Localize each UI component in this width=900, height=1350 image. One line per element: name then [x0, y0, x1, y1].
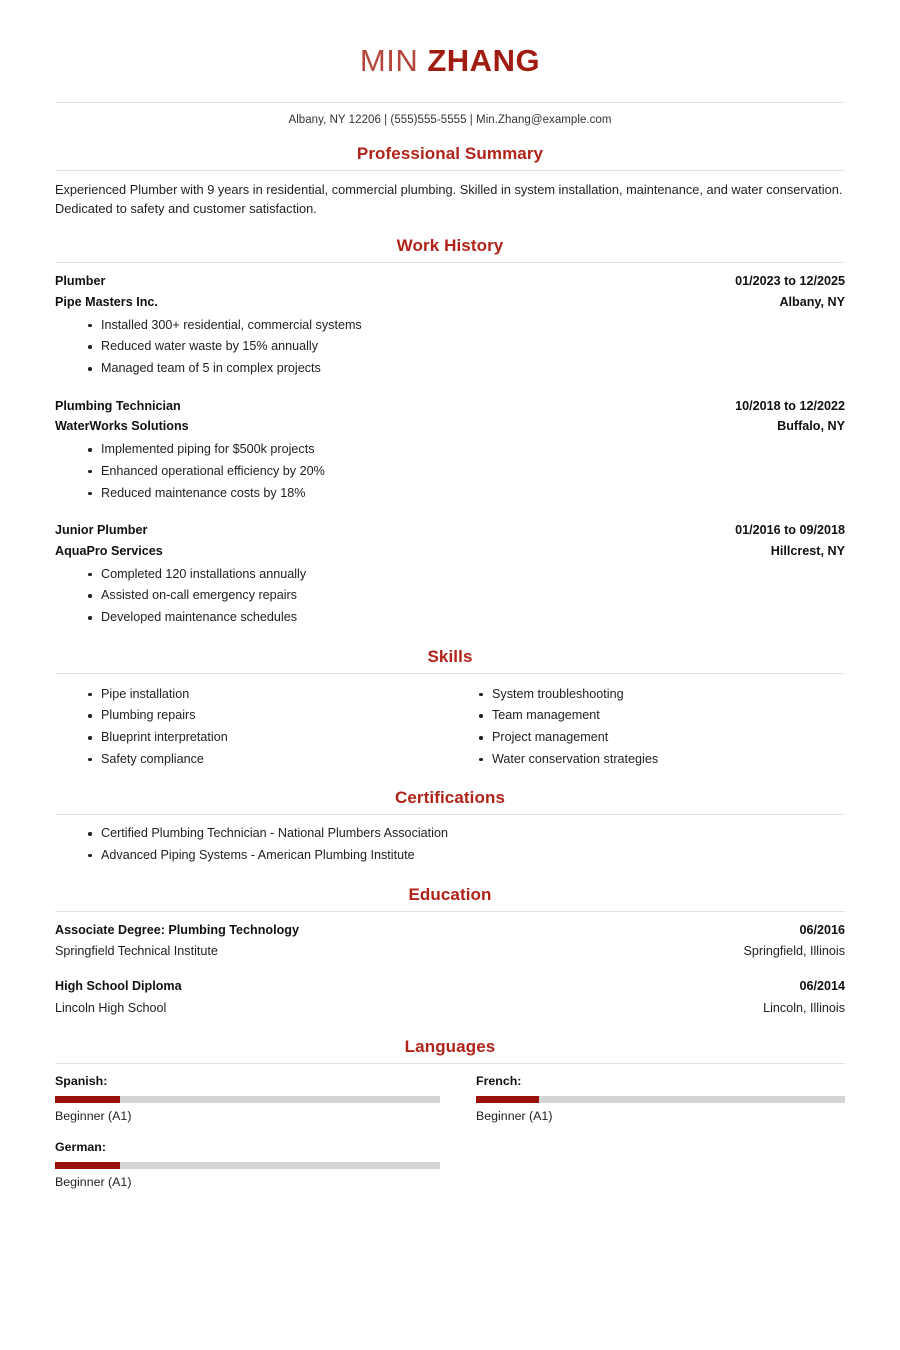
section-certifications: [55, 788, 845, 866]
skill-item: Plumbing repairs: [55, 705, 450, 727]
skills-column-right: [450, 682, 845, 771]
skills-divider: [55, 673, 845, 674]
job-bullet: Developed maintenance schedules: [55, 607, 845, 629]
contact-line: Albany, NY 12206 | (555)555-5555 | Min.Zhang@example.com: [288, 114, 612, 127]
education-degree-row: [55, 920, 845, 941]
job-bullet: Assisted on-call emergency repairs: [55, 585, 845, 607]
summary-text: Experienced Plumber with 9 years in residential, commercial plumbing. Skilled in system installation, maintenance, and water conservation. Dedicated to safety and customer satisfaction.: [55, 182, 843, 216]
language-name: Spanish:: [55, 1074, 108, 1089]
skill-item: Team management: [450, 705, 845, 727]
resume-content: [55, 0, 845, 1205]
job-bullet: Enhanced operational efficiency by 20%: [55, 461, 845, 483]
language-name: German:: [55, 1140, 106, 1155]
language-level: Beginner (A1): [55, 1108, 132, 1123]
language-item: [55, 1138, 450, 1191]
language-proficiency-bar: [55, 1162, 440, 1169]
certifications-list: [55, 823, 845, 866]
work-history-divider: [55, 262, 845, 263]
education-degree: Associate Degree: Plumbing Technology: [55, 922, 299, 937]
job-location: Albany, NY: [779, 294, 845, 309]
skills-column-left: [55, 682, 450, 771]
job-dates: 01/2023 to 12/2025: [735, 274, 845, 289]
section-title-certifications: Certifications: [394, 788, 506, 808]
work-entry-company-row: [55, 416, 845, 437]
language-proficiency-bar: [476, 1096, 845, 1103]
job-company: Pipe Masters Inc.: [55, 294, 158, 309]
education-degree-row: [55, 976, 845, 997]
work-entry-role-row: [55, 396, 845, 417]
section-title-summary: Professional Summary: [356, 144, 544, 164]
section-languages: [55, 1037, 845, 1204]
job-title: Junior Plumber: [55, 523, 148, 538]
work-entry: [55, 396, 845, 505]
job-bullet: Managed team of 5 in complex projects: [55, 358, 845, 380]
job-bullet: Implemented piping for $500k projects: [55, 439, 845, 461]
candidate-name: [55, 44, 845, 78]
languages-grid: [55, 1072, 845, 1204]
job-company: AquaPro Services: [55, 543, 163, 558]
job-bullet-list: [55, 564, 845, 629]
education-location: Lincoln, Illinois: [763, 1000, 845, 1015]
job-title: Plumbing Technician: [55, 398, 181, 413]
language-proficiency-bar: [55, 1096, 440, 1103]
job-bullet: Reduced water waste by 15% annually: [55, 336, 845, 358]
work-entry: [55, 271, 845, 380]
education-school: Springfield Technical Institute: [55, 944, 218, 959]
job-location: Hillcrest, NY: [770, 543, 845, 558]
skill-item: Project management: [450, 727, 845, 749]
section-skills: [55, 647, 845, 771]
education-divider: [55, 911, 845, 912]
first-name: MIN: [359, 43, 419, 78]
section-work-history: [55, 236, 845, 629]
education-school-row: [55, 998, 845, 1019]
summary-divider: [55, 170, 845, 171]
section-education: [55, 885, 845, 1020]
skill-item: Water conservation strategies: [450, 749, 845, 771]
education-date: 06/2016: [799, 922, 845, 937]
skill-item: Pipe installation: [55, 684, 450, 706]
job-dates: 01/2016 to 09/2018: [735, 523, 845, 538]
skill-item: Blueprint interpretation: [55, 727, 450, 749]
work-entry: [55, 520, 845, 629]
language-level: Beginner (A1): [476, 1108, 553, 1123]
job-bullet: Completed 120 installations annually: [55, 564, 845, 586]
job-company: WaterWorks Solutions: [55, 419, 189, 434]
certifications-divider: [55, 814, 845, 815]
section-title-languages: Languages: [404, 1037, 496, 1057]
job-dates: 10/2018 to 12/2022: [735, 398, 845, 413]
section-title-skills: Skills: [427, 646, 473, 666]
section-professional-summary: [55, 144, 845, 218]
job-bullet: Reduced maintenance costs by 18%: [55, 483, 845, 505]
work-entry-company-row: [55, 292, 845, 313]
section-title-education: Education: [408, 884, 492, 904]
skills-columns: [55, 682, 845, 771]
skills-list-right: [450, 684, 845, 771]
certification-item: Certified Plumbing Technician - National Plumbers Association: [55, 823, 845, 845]
language-level: Beginner (A1): [55, 1175, 132, 1190]
job-location: Buffalo, NY: [777, 419, 845, 434]
skills-list-left: [55, 684, 450, 771]
work-entry-role-row: [55, 271, 845, 292]
languages-divider: [55, 1063, 845, 1064]
section-title-work-history: Work History: [396, 236, 504, 256]
education-location: Springfield, Illinois: [743, 944, 845, 959]
language-proficiency-fill: [476, 1096, 539, 1103]
skill-item: Safety compliance: [55, 749, 450, 771]
last-name: ZHANG: [427, 43, 541, 78]
education-school-row: [55, 941, 845, 962]
job-bullet: Installed 300+ residential, commercial systems: [55, 315, 845, 337]
language-proficiency-fill: [55, 1162, 120, 1169]
education-entry: [55, 976, 845, 1019]
language-name: French:: [476, 1074, 522, 1089]
education-school: Lincoln High School: [55, 1000, 167, 1015]
job-bullet-list: [55, 315, 845, 380]
work-entry-role-row: [55, 520, 845, 541]
education-date: 06/2014: [799, 979, 845, 994]
language-proficiency-fill: [55, 1096, 120, 1103]
skill-item: System troubleshooting: [450, 684, 845, 706]
certification-item: Advanced Piping Systems - American Plumbing Institute: [55, 845, 845, 867]
language-item: [55, 1072, 450, 1125]
language-item: [450, 1072, 845, 1125]
education-degree: High School Diploma: [55, 979, 182, 994]
work-entry-company-row: [55, 541, 845, 562]
job-title: Plumber: [55, 274, 106, 289]
job-bullet-list: [55, 439, 845, 504]
education-entry: [55, 920, 845, 963]
